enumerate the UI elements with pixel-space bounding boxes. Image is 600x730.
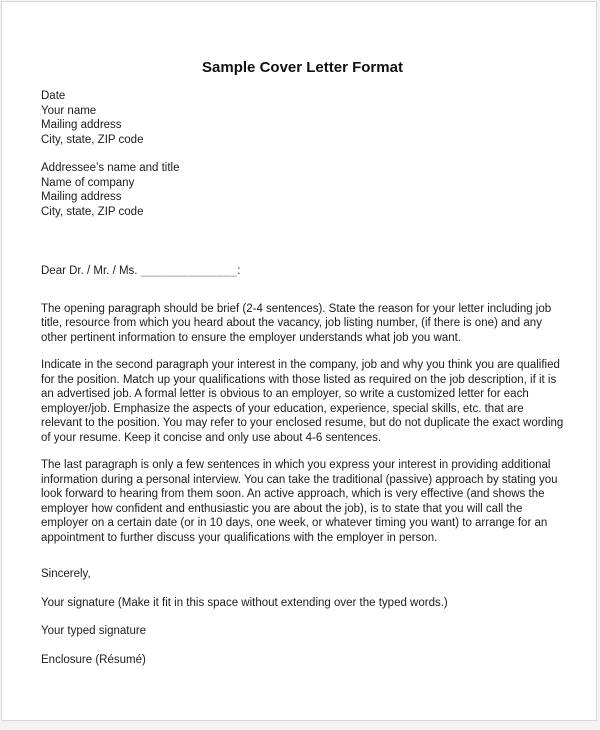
- addressee-block: [41, 161, 564, 219]
- salutation-prefix: Dear Dr. / Mr. / Ms.: [41, 265, 141, 277]
- sender-line-mailing-address: Mailing address: [41, 119, 122, 131]
- addressee-line-company: Name of company: [41, 176, 135, 189]
- salutation-line: [41, 264, 564, 279]
- body-paragraph-middle: Indicate in the second paragraph your interest in the company, job and why you think you are qualified for the position. Match up your qualifications with those listed as required on the job description, if it is an advertised job. A formal letter is obvious to an employer, so write a customized letter for each employer/job. Emphasize the aspects of your education, experience, special skills, etc. that are relevant to the position. You may refer to your enclosed resume, but do not duplicate the exact wording of your resume. Keep it concise and only use about 4-6 sentences.: [41, 359, 564, 444]
- closing-sincerely: Sincerely,: [41, 568, 91, 580]
- sender-line-date: Date: [41, 90, 66, 102]
- typed-signature: Your typed signature: [41, 625, 147, 637]
- body-paragraph-opening: The opening paragraph should be brief (2-4 sentences). State the reason for your letter including job title, resource from which you heard about the vacancy, job listing number, (if there is one) and any other pertinent information to ensure the employer understands what job you want.: [41, 302, 552, 344]
- signature-note: Your signature (Make it fit in this space without extending over the typed words.): [41, 596, 448, 609]
- addressee-line-mailing-address: Mailing address: [41, 191, 122, 203]
- sender-line-name: Your name: [41, 104, 97, 117]
- enclosure-note: Enclosure (Résumé): [41, 653, 146, 666]
- addressee-line-name-title: Addressee’s name and title: [41, 162, 180, 174]
- letter-title: Sample Cover Letter Format: [202, 59, 403, 76]
- body-paragraph-closing: The last paragraph is only a few sentences in which you express your interest in providing additional information during a personal interview. You can take the traditional (passive) approach by stating you look forward to hearing from them soon. An active approach, which is very effective (and shows the employer how confident and enthusiastic you are about the job), is to state that you will call the employer on a certain date (or in 10 days, one week, or whatever timing you want) to arrange for an appointment to further discuss your qualifications with the employer in person.: [41, 459, 558, 544]
- addressee-line-city-state-zip: City, state, ZIP code: [41, 205, 144, 218]
- salutation-colon: :: [237, 265, 241, 277]
- document-page: [1, 1, 597, 721]
- salutation-blank-line: ______________: [140, 265, 238, 277]
- sender-block: [41, 89, 564, 147]
- sender-line-city-state-zip: City, state, ZIP code: [41, 133, 144, 146]
